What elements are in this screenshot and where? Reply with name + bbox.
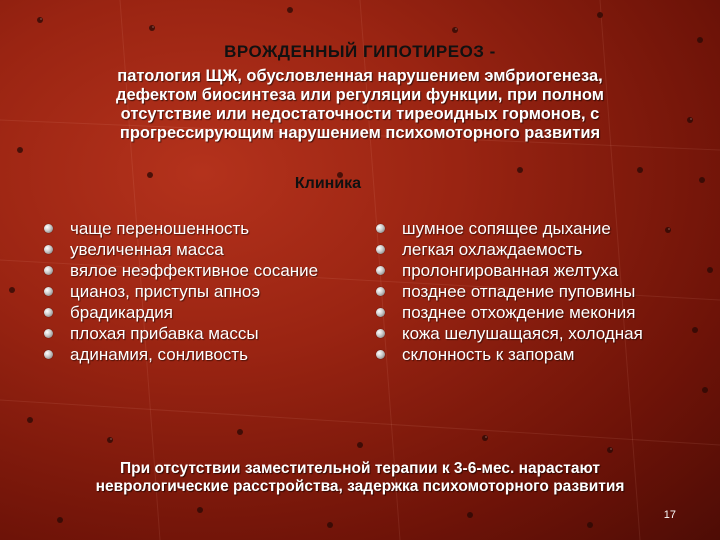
definition-text xyxy=(40,67,680,143)
footer-note xyxy=(30,460,690,496)
list-item-text: адинамия, сонливость xyxy=(70,345,248,364)
left-symptom-list xyxy=(44,218,324,365)
bullet-icon xyxy=(44,224,53,233)
bullet-icon xyxy=(376,308,385,317)
list-item-text: шумное сопящее дыхание xyxy=(402,219,611,238)
slide-title: ВРОЖДЕННЫЙ ГИПОТИРЕОЗ - xyxy=(224,42,496,61)
list-item-text: вялое неэффективное сосание xyxy=(70,261,319,280)
list-item xyxy=(44,344,324,365)
page-number: 17 xyxy=(663,509,676,521)
bullet-icon xyxy=(44,287,53,296)
list-item xyxy=(44,281,324,302)
bullet-icon xyxy=(44,266,53,275)
bullet-icon xyxy=(376,245,385,254)
list-item-text: пролонгированная желтуха xyxy=(402,261,619,280)
list-item xyxy=(44,218,324,239)
list-item xyxy=(44,302,324,323)
bullet-icon xyxy=(376,329,385,338)
bullet-icon xyxy=(44,245,53,254)
bullet-icon xyxy=(44,329,53,338)
list-item xyxy=(376,239,686,260)
list-item xyxy=(44,260,324,281)
list-item-text: плохая прибавка массы xyxy=(70,324,259,343)
list-item-text: увеличенная масса xyxy=(70,240,224,259)
list-item-text: брадикардия xyxy=(70,303,174,322)
list-item xyxy=(44,323,324,344)
definition-line: патология ЩЖ, обусловленная нарушением эмбриогенеза, xyxy=(117,67,603,85)
bullet-icon xyxy=(376,287,385,296)
bullet-icon xyxy=(44,350,53,359)
list-item xyxy=(376,323,686,344)
definition-line: дефектом биосинтеза или регуляции функции, при полном xyxy=(115,86,604,104)
list-item-text: легкая охлаждаемость xyxy=(402,240,583,259)
list-item-text: позднее отхождение мекония xyxy=(402,303,636,322)
list-item xyxy=(376,281,686,302)
clinic-heading: Клиника xyxy=(294,175,362,192)
bullet-icon xyxy=(44,308,53,317)
definition-line: прогрессирующим нарушением психомоторного развития xyxy=(119,124,601,142)
bullet-icon xyxy=(376,266,385,275)
list-item xyxy=(376,344,686,365)
list-item-text: позднее отпадение пуповины xyxy=(402,282,636,301)
footer-line: При отсутствии заместительной терапии к 3-6-мес. нарастают xyxy=(120,460,600,477)
definition-line: отсутствие или недостаточности тиреоидных гормонов, с xyxy=(120,105,600,123)
bullet-icon xyxy=(376,224,385,233)
list-item xyxy=(376,302,686,323)
list-item-text: цианоз, приступы апноэ xyxy=(70,282,261,301)
bullet-icon xyxy=(376,350,385,359)
list-item-text: кожа шелушащаяся, холодная xyxy=(402,324,643,343)
list-item xyxy=(44,239,324,260)
list-item-text: склонность к запорам xyxy=(402,345,575,364)
list-item-text: чаще переношенность xyxy=(70,219,250,238)
right-symptom-list xyxy=(376,218,686,365)
list-item xyxy=(376,260,686,281)
list-item xyxy=(376,218,686,239)
footer-line: неврологические расстройства, задержка психомоторного развития xyxy=(95,478,625,495)
